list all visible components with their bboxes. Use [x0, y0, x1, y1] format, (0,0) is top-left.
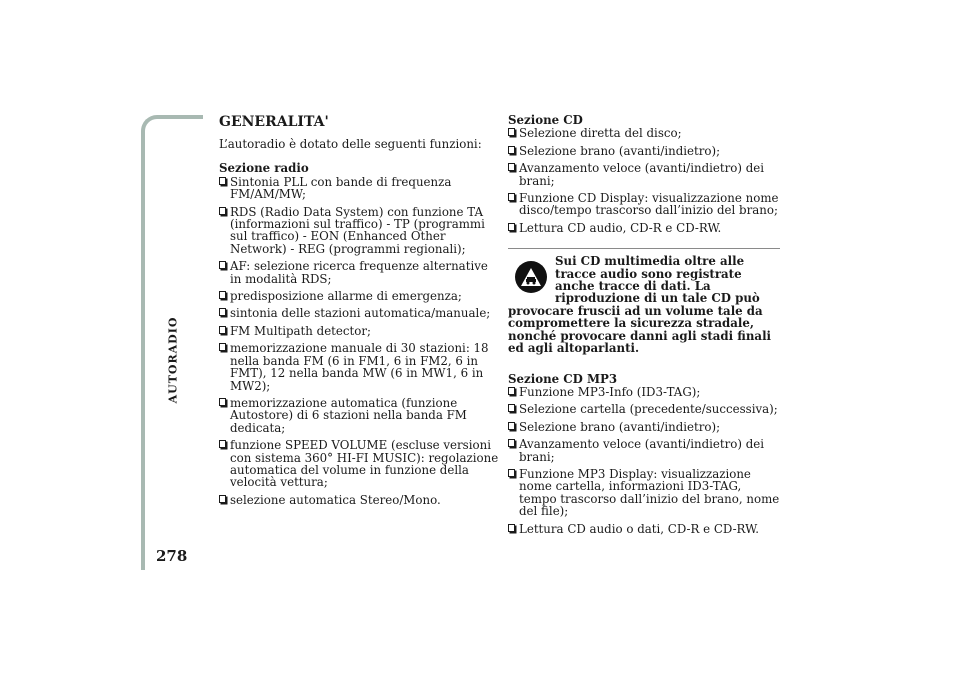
- intro-text: L’autoradio è dotato delle seguenti funzioni:: [219, 137, 482, 151]
- checkbox-bullet-icon: [508, 469, 515, 477]
- list-item-text: RDS (Radio Data System) con funzione TA (informazioni sul traffico) - TP (programmi sul traffico) - EON (Enhanced Other Network) - REG (programmi regionali);: [230, 204, 485, 256]
- checkbox-bullet-icon: [219, 398, 226, 406]
- checkbox-bullet-icon: [508, 146, 515, 154]
- page-title: GENERALITA': [219, 114, 329, 130]
- mp3-feature-list: [508, 386, 780, 535]
- list-item: [508, 162, 780, 187]
- list-item-text: memorizzazione manuale di 30 stazioni: 18 nella banda FM (6 in FM1, 6 in FM2, 6 in FMT), 12 nella banda MW (6 in MW1, 6 in MW2);: [230, 341, 489, 393]
- list-item: [508, 468, 780, 518]
- warning-box: [508, 248, 780, 354]
- checkbox-bullet-icon: [508, 223, 515, 231]
- list-item-text: Avanzamento veloce (avanti/indietro) dei brani;: [519, 161, 765, 188]
- checkbox-bullet-icon: [508, 422, 515, 430]
- list-item-text: predisposizione allarme di emergenza;: [230, 289, 462, 304]
- cd-section-title: Sezione CD: [508, 113, 583, 127]
- list-item-text: Funzione CD Display: visualizzazione nome disco/tempo trascorso dall’inizio del brano;: [519, 191, 779, 218]
- list-item: [508, 145, 780, 157]
- checkbox-bullet-icon: [219, 440, 226, 448]
- list-item-text: AF: selezione ricerca frequenze alternative in modalità RDS;: [230, 259, 488, 286]
- page-number: 278: [156, 547, 188, 565]
- list-item-text: Funzione MP3-Info (ID3-TAG);: [519, 384, 701, 399]
- checkbox-bullet-icon: [508, 524, 515, 532]
- list-item-text: funzione SPEED VOLUME (escluse versioni con sistema 360° HI-FI MUSIC): regolazione automatica del volume in funzione della velocità vettura;: [230, 438, 499, 490]
- checkbox-bullet-icon: [219, 207, 226, 215]
- cd-feature-list: [508, 127, 780, 234]
- checkbox-bullet-icon: [219, 261, 226, 269]
- right-column: [508, 114, 780, 540]
- checkbox-bullet-icon: [219, 177, 226, 185]
- list-item: [219, 397, 499, 434]
- list-item: [508, 403, 780, 415]
- list-item: [508, 192, 780, 217]
- checkbox-bullet-icon: [219, 495, 226, 503]
- checkbox-bullet-icon: [219, 308, 226, 316]
- checkbox-bullet-icon: [508, 163, 515, 171]
- list-item: [219, 290, 499, 302]
- list-item: [219, 307, 499, 319]
- list-item: [219, 206, 499, 256]
- list-item-text: Selezione brano (avanti/indietro);: [519, 143, 721, 158]
- list-item: [219, 439, 499, 489]
- list-item: [508, 421, 780, 433]
- list-item-text: sintonia delle stazioni automatica/manuale;: [230, 306, 491, 321]
- list-item: [508, 127, 780, 139]
- checkbox-bullet-icon: [219, 326, 226, 334]
- list-item-text: Selezione brano (avanti/indietro);: [519, 419, 721, 434]
- list-item: [508, 438, 780, 463]
- list-item-text: Selezione diretta del disco;: [519, 126, 682, 141]
- warning-triangle-icon: [515, 261, 547, 293]
- list-item: [508, 523, 780, 535]
- checkbox-bullet-icon: [508, 387, 515, 395]
- side-section-label: AUTORADIO: [166, 316, 180, 404]
- list-item-text: Lettura CD audio o dati, CD-R e CD-RW.: [519, 521, 759, 536]
- checkbox-bullet-icon: [508, 439, 515, 447]
- mp3-section-title: Sezione CD MP3: [508, 371, 618, 386]
- radio-feature-list: [219, 176, 499, 506]
- list-item: [219, 494, 499, 506]
- left-column: [219, 114, 499, 511]
- list-item-text: Sintonia PLL con bande di frequenza FM/AM/MW;: [230, 174, 452, 202]
- radio-section-title: Sezione radio: [219, 161, 309, 176]
- checkbox-bullet-icon: [508, 193, 515, 201]
- list-item-text: selezione automatica Stereo/Mono.: [230, 492, 441, 507]
- list-item-text: Selezione cartella (precedente/successiva);: [519, 402, 778, 417]
- list-item: [508, 222, 780, 234]
- checkbox-bullet-icon: [219, 343, 226, 351]
- checkbox-bullet-icon: [219, 291, 226, 299]
- list-item: [508, 386, 780, 398]
- checkbox-bullet-icon: [508, 128, 515, 136]
- list-item-text: memorizzazione automatica (funzione Autostore) di 6 stazioni nella banda FM dedicata;: [230, 395, 467, 435]
- warning-text: Sui CD multimedia oltre alle tracce audio sono registrate anche tracce di dati. La riproduzione di un tale CD può provocare fruscii ad un volume tale da compromettere la sicurezza stradale, nonché provocare danni agli stadi finali ed agli altoparlanti.: [508, 254, 772, 356]
- list-item: [219, 342, 499, 392]
- list-item-text: Funzione MP3 Display: visualizzazione nome cartella, informazioni ID3-TAG, tempo trascorso dall’inizio del brano, nome del file);: [519, 466, 780, 519]
- list-item: [219, 176, 499, 201]
- list-item-text: Lettura CD audio, CD-R e CD-RW.: [519, 220, 722, 235]
- list-item-text: FM Multipath detector;: [230, 323, 371, 338]
- list-item-text: Avanzamento veloce (avanti/indietro) dei brani;: [519, 437, 765, 464]
- list-item: [219, 325, 499, 337]
- list-item: [219, 260, 499, 285]
- checkbox-bullet-icon: [508, 404, 515, 412]
